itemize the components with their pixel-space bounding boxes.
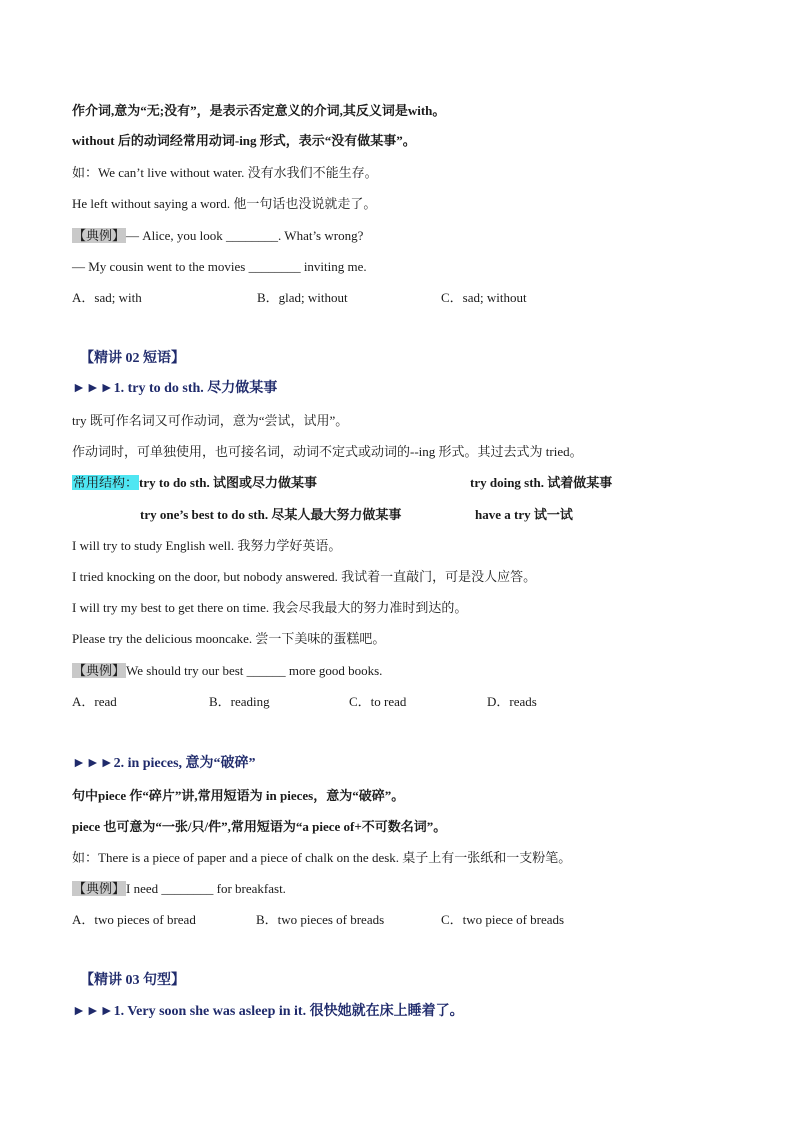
option-b: B．reading bbox=[209, 694, 270, 709]
section-title: 【精讲 02 短语】 bbox=[80, 351, 185, 366]
example-text: I need ________ for breakfast. bbox=[126, 881, 286, 896]
structure-item: try one’s best to do sth. 尽某人最大努力做某事 bbox=[140, 507, 402, 522]
text-line: try 既可作名词又可作动词，意为“尝试，试用”。 bbox=[72, 413, 349, 428]
option-b: B．two pieces of breads bbox=[256, 912, 385, 927]
option-a: A．sad; with bbox=[72, 290, 142, 305]
text-line: 如：There is a piece of paper and a piece of chalk on the desk. 桌子上有一张纸和一支粉笔。 bbox=[72, 850, 572, 865]
subsection-heading: ►►►1. Very soon she was asleep in it. 很快她就在床上睡着了。 bbox=[72, 1004, 464, 1019]
option-a: A．two pieces of bread bbox=[72, 912, 196, 927]
example-text: — Alice, you look ________. What’s wrong? bbox=[126, 228, 364, 243]
text-line: without 后的动词经常用动词-ing 形式，表示“没有做某事”。 bbox=[72, 133, 416, 148]
option-c: C．to read bbox=[349, 694, 407, 709]
structure-line bbox=[72, 474, 317, 492]
example-text: We should try our best ______ more good books. bbox=[126, 663, 383, 678]
text-line: I will try my best to get there on time. 我会尽我最大的努力准时到达的。 bbox=[72, 600, 468, 615]
option-a: A．read bbox=[72, 694, 117, 709]
text-line: 作动词时，可单独使用，也可接名词，动词不定式或动词的--ing 形式。其过去式为 tried。 bbox=[72, 444, 583, 459]
option-b: B．glad; without bbox=[257, 290, 348, 305]
structure-tag: 常用结构： bbox=[73, 475, 139, 490]
text-line: I tried knocking on the door, but nobody answered. 我试着一直敲门，可是没人应答。 bbox=[72, 569, 537, 584]
text-line: piece 也可意为“一张/只/件”,常用短语为“a piece of+不可数名词”。 bbox=[72, 819, 447, 834]
option-d: D．reads bbox=[487, 694, 537, 709]
example-tag: 【典例】 bbox=[73, 881, 126, 896]
subsection-heading: ►►►2. in pieces, 意为“破碎” bbox=[72, 756, 256, 771]
example-question bbox=[72, 227, 363, 245]
section-title: 【精讲 03 句型】 bbox=[80, 973, 185, 988]
text-line: 如：We can’t live without water. 没有水我们不能生存。 bbox=[72, 165, 378, 180]
option-c: C．two piece of breads bbox=[441, 912, 565, 927]
example-tag: 【典例】 bbox=[73, 228, 126, 243]
text-line: 句中piece 作“碎片”讲,常用短语为 in pieces，意为“破碎”。 bbox=[72, 788, 405, 803]
example-tag: 【典例】 bbox=[73, 663, 126, 678]
text-line: Please try the delicious mooncake. 尝一下美味的蛋糕吧。 bbox=[72, 631, 386, 646]
text-line: — My cousin went to the movies ________ inviting me. bbox=[72, 259, 367, 274]
subsection-heading: ►►►1. try to do sth. 尽力做某事 bbox=[72, 381, 278, 396]
structure-item: try to do sth. 试图或尽力做某事 bbox=[139, 475, 318, 490]
structure-item: have a try 试一试 bbox=[475, 507, 573, 522]
example-question bbox=[72, 662, 382, 680]
text-line: I will try to study English well. 我努力学好英语。 bbox=[72, 538, 342, 553]
structure-item: try doing sth. 试着做某事 bbox=[470, 475, 613, 490]
option-c: C．sad; without bbox=[441, 290, 527, 305]
text-line: He left without saying a word. 他一句话也没说就走了。 bbox=[72, 196, 377, 211]
example-question bbox=[72, 880, 286, 898]
text-line: 作介词,意为“无;没有”，是表示否定意义的介词,其反义词是with。 bbox=[72, 103, 446, 118]
